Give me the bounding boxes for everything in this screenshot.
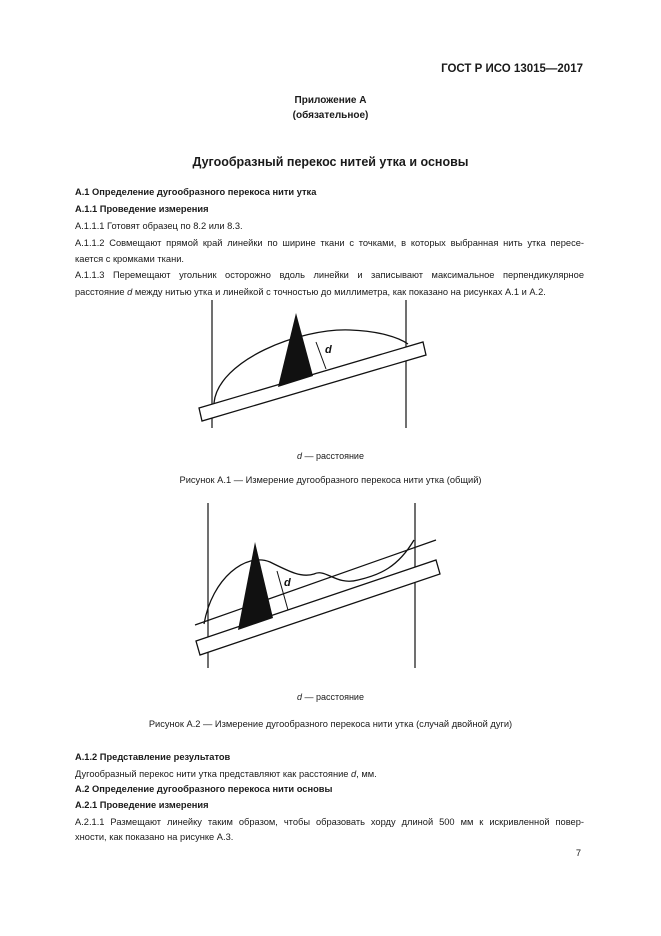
figure-a1-caption: Рисунок А.1 — Измерение дугообразного перекоса нити утка (общий): [179, 475, 482, 485]
distance-label-d: d: [325, 344, 332, 356]
ruler: [199, 342, 426, 421]
annex-subtitle: (обязательное): [292, 110, 369, 121]
paragraph-a1113-line2: расстояние d между нитью утка и линейкой с точностью до миллиметра, как показано на рисунках А.1 и А.2.: [75, 287, 546, 297]
main-title: Дугообразный перекос нитей утка и основы: [192, 155, 469, 169]
standard-header: ГОСТ Р ИСО 13015—2017: [441, 63, 583, 75]
section-a12-heading: А.1.2 Представление результатов: [75, 752, 231, 762]
paragraph-a211-line1: А.2.1.1 Размещают линейку таким образом, чтобы образовать хорду длиной 500 мм к искривленной повер-: [75, 817, 584, 827]
set-square: [278, 313, 313, 387]
figure-a1-legend: d — расстояние: [297, 451, 364, 461]
figure-a2-diagram: [185, 498, 450, 673]
section-a21-heading: А.2.1 Проведение измерения: [75, 800, 209, 810]
annex-title: Приложение А: [294, 95, 367, 106]
paragraph-a1112-line2: кается с кромками ткани.: [75, 254, 184, 264]
page-number: 7: [575, 848, 581, 858]
figure-a2-legend: d — расстояние: [297, 692, 364, 702]
section-a11-heading: А.1.1 Проведение измерения: [75, 204, 209, 214]
paragraph-a12-text: Дугообразный перекос нити утка представляют как расстояние d, мм.: [75, 769, 377, 779]
section-a2-heading: А.2 Определение дугообразного перекоса нити основы: [75, 784, 333, 794]
figure-a1-diagram: [190, 295, 450, 435]
set-square: [238, 542, 273, 630]
distance-label-d: d: [284, 577, 291, 589]
figure-a2-caption: Рисунок А.2 — Измерение дугообразного перекоса нити утка (случай двойной дуги): [148, 719, 513, 729]
variable-d: d: [351, 769, 357, 779]
variable-d: d: [127, 287, 133, 297]
paragraph-a211-line2: хности, как показано на рисунке А.3.: [75, 832, 234, 842]
ruler: [196, 560, 440, 655]
section-a1-heading: А.1 Определение дугообразного перекоса нити утка: [75, 187, 317, 197]
paragraph-a1112-line1: А.1.1.2 Совмещают прямой край линейки по ширине ткани с точками, в которых выбранная нить утка пересе-: [75, 238, 584, 248]
paragraph-a1111: А.1.1.1 Готовят образец по 8.2 или 8.3.: [75, 221, 243, 231]
paragraph-a1113-line1: А.1.1.3 Перемещают угольник осторожно вдоль линейки и записывают максимальное перпендикулярное: [75, 270, 584, 280]
